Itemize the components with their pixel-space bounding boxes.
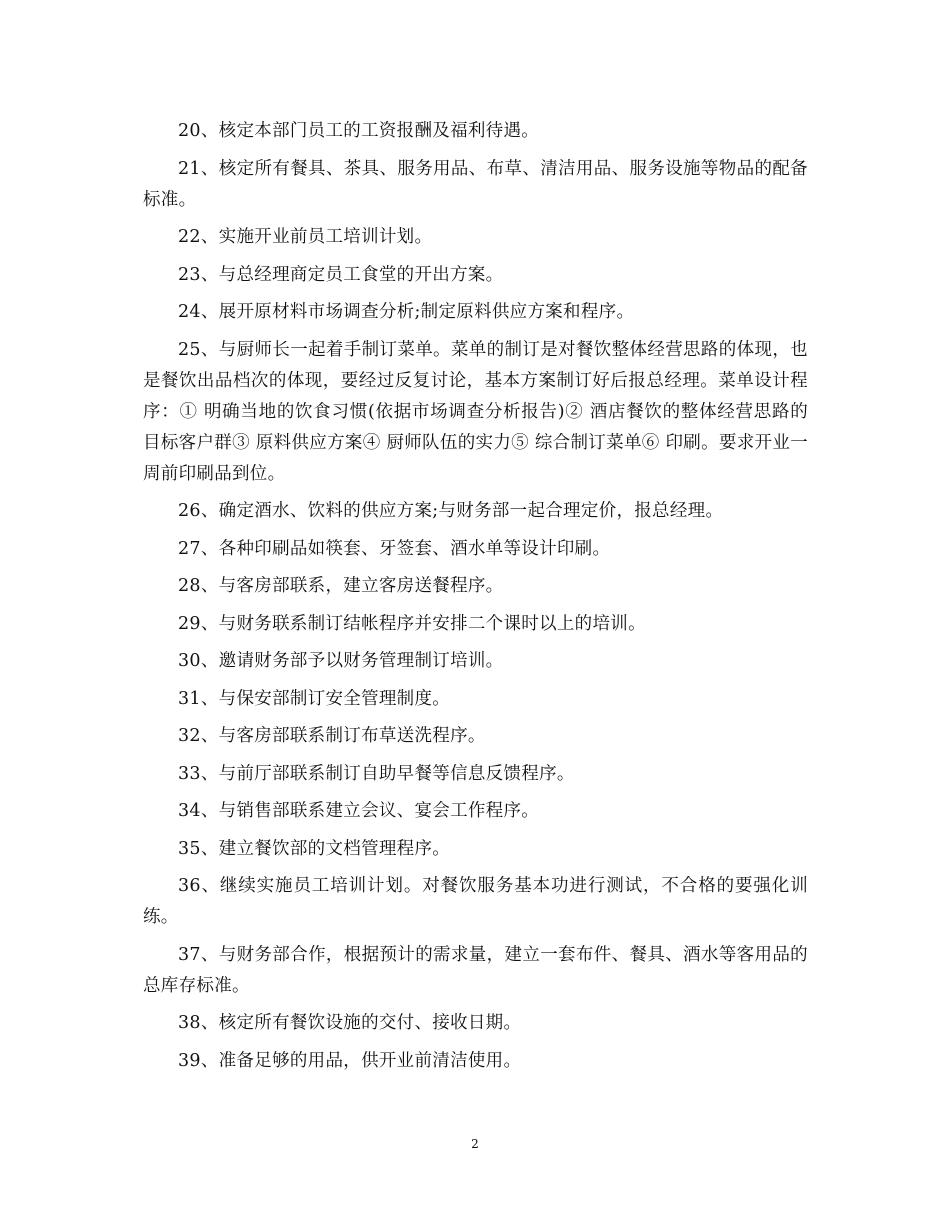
- paragraph-item-27: 27、各种印刷品如筷套、牙签套、酒水单等设计印刷。: [178, 538, 611, 559]
- paragraph-item-26: 26、确定酒水、饮料的供应方案;与财务部一起合理定价，报总经理。: [178, 501, 724, 521]
- document-body: [143, 116, 808, 1083]
- paragraph-item-39: 39、准备足够的用品，供开业前清洁使用。: [178, 1050, 522, 1071]
- paragraph-item-29: 29、与财务联系制订结帐程序并安排二个课时以上的培训。: [178, 613, 646, 634]
- paragraph-item-38: 38、核定所有餐饮设施的交付、接收日期。: [178, 1013, 522, 1033]
- paragraph-item-21: 21、核定所有餐具、茶具、服务用品、布草、清洁用品、服务设施等物品的配备标准。: [143, 158, 808, 210]
- paragraph-item-37: 37、与财务部合作，根据预计的需求量，建立一套布件、餐具、酒水等客用品的总库存标准。: [143, 944, 808, 996]
- paragraph-item-30: 30、邀请财务部予以财务管理制订培训。: [178, 651, 504, 671]
- paragraph-item-36: 36、继续实施员工培训计划。对餐饮服务基本功进行测试，不合格的要强化训练。: [143, 876, 808, 927]
- paragraph-item-32: 32、与客房部联系制订布草送洗程序。: [178, 726, 486, 746]
- paragraph-item-23: 23、与总经理商定员工食堂的开出方案。: [178, 264, 504, 285]
- paragraph-item-33: 33、与前厅部联系制订自助早餐等信息反馈程序。: [178, 763, 575, 784]
- paragraph-item-22: 22、实施开业前员工培训计划。: [178, 227, 433, 247]
- paragraph-item-24: 24、展开原材料市场调查分析;制定原料供应方案和程序。: [178, 302, 635, 322]
- paragraph-item-35: 35、建立餐饮部的文档管理程序。: [178, 838, 451, 859]
- paragraph-item-25: 25、与厨师长一起着手制订菜单。菜单的制订是对餐饮整体经营思路的体现，也是餐饮出品档次的体现，要经过反复讨论，基本方案制订好后报总经理。菜单设计程序：① 明确当地的饮食习惯(依据市场调查分析报告)② 酒店餐饮的整体经营思路的目标客户群③ 原料供应方案④ 厨师队伍的实力⑤ 综合制订菜单⑥ 印刷。要求开业一周前印刷品到位。: [143, 339, 808, 484]
- paragraph-item-34: 34、与销售部联系建立会议、宴会工作程序。: [178, 801, 540, 821]
- paragraph-item-28: 28、与客房部联系，建立客房送餐程序。: [178, 576, 504, 596]
- paragraph-item-31: 31、与保安部制订安全管理制度。: [178, 688, 451, 709]
- paragraph-item-20: 20、核定本部门员工的工资报酬及福利待遇。: [178, 121, 540, 141]
- page-number: 2: [471, 1137, 479, 1151]
